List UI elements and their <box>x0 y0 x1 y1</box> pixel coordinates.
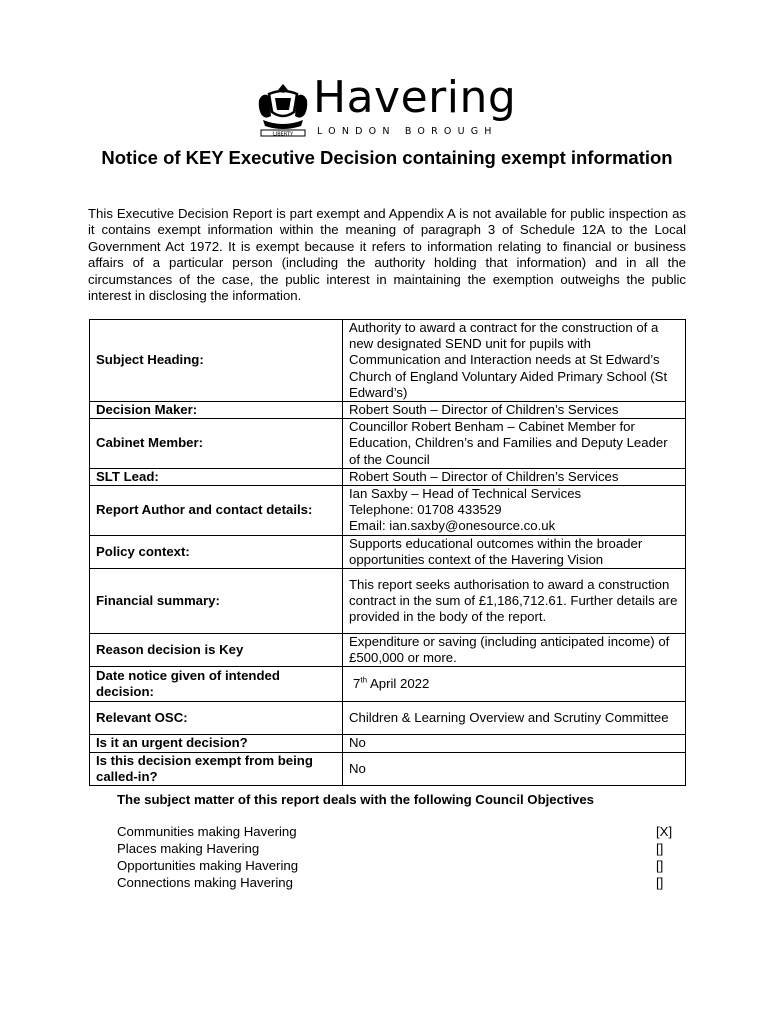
row-value: Robert South – Director of Children’s Services <box>343 402 686 419</box>
row-label: Is it an urgent decision? <box>90 735 343 752</box>
row-label: SLT Lead: <box>90 468 343 485</box>
intro-paragraph: This Executive Decision Report is part exempt and Appendix A is not available for public inspection as it contains exempt information within the meaning of paragraph 3 of Schedule 12A to the Local Government Act 1972. It is exempt because it refers to information relating to financial or business affairs of a particular person (including the authority holding that information) and in all the circumstances of the case, the public interest in maintaining the exemption outweighs the public interest in disclosing the information. <box>88 206 686 304</box>
objectives-list <box>117 824 677 892</box>
list-item <box>117 858 677 875</box>
table-row <box>90 702 686 735</box>
row-value <box>343 667 686 702</box>
row-value: Children & Learning Overview and Scrutiny Committee <box>343 702 686 735</box>
row-label: Policy context: <box>90 535 343 568</box>
row-value: Expenditure or saving (including anticipated income) of £500,000 or more. <box>343 634 686 667</box>
table-row <box>90 486 686 536</box>
objective-label: Places making Havering <box>117 841 260 856</box>
list-item <box>117 824 677 841</box>
date-rest: April 2022 <box>367 676 430 692</box>
row-value: Councillor Robert Benham – Cabinet Member for Education, Children’s and Families and Deputy Leader of the Council <box>343 419 686 469</box>
row-label: Date notice given of intended decision: <box>90 667 343 702</box>
row-label: Reason decision is Key <box>90 634 343 667</box>
author-telephone: Telephone: 01708 433529 <box>349 502 502 518</box>
table-row <box>90 634 686 667</box>
objective-checkbox: [] <box>656 858 664 873</box>
date-ordinal-suffix: th <box>360 675 368 685</box>
objective-checkbox: [] <box>656 875 664 890</box>
logo-wordmark: Havering <box>313 72 517 123</box>
table-row <box>90 468 686 485</box>
row-value: No <box>343 752 686 785</box>
date-day: 7 <box>353 676 361 692</box>
crest-motto: LIBERTY <box>272 131 294 138</box>
table-row <box>90 419 686 469</box>
row-value: Supports educational outcomes within the broader opportunities context of the Havering Vision <box>343 535 686 568</box>
row-label: Report Author and contact details: <box>90 486 343 536</box>
objective-label: Opportunities making Havering <box>117 858 299 873</box>
borough-crest-icon <box>255 80 311 138</box>
row-label: Subject Heading: <box>90 320 343 402</box>
list-item <box>117 841 677 858</box>
objective-checkbox: [X] <box>656 824 673 839</box>
havering-logo <box>255 72 535 140</box>
row-value <box>343 486 686 536</box>
row-label: Is this decision exempt from being called-in? <box>90 752 343 785</box>
row-value: This report seeks authorisation to award a construction contract in the sum of £1,186,712.61. Further details are provided in the body of the report. <box>343 569 686 634</box>
row-value: Authority to award a contract for the construction of a new designated SEND unit for pupils with Communication and Interaction needs at St Edward’s Church of England Voluntary Aided Primary School (St Edward’s) <box>343 320 686 402</box>
objective-label: Communities making Havering <box>117 824 297 839</box>
author-email[interactable]: Email: ian.saxby@onesource.co.uk <box>349 518 556 534</box>
page-title: Notice of KEY Executive Decision containing exempt information <box>101 147 673 168</box>
decision-info-table <box>89 319 686 786</box>
table-row <box>90 667 686 702</box>
row-label: Decision Maker: <box>90 402 343 419</box>
table-row <box>90 402 686 419</box>
table-row <box>90 752 686 785</box>
author-name: Ian Saxby – Head of Technical Services <box>349 486 582 502</box>
row-label: Cabinet Member: <box>90 419 343 469</box>
logo-subtitle: LONDON BOROUGH <box>317 126 498 137</box>
row-label: Relevant OSC: <box>90 702 343 735</box>
table-row <box>90 735 686 752</box>
table-row <box>90 569 686 634</box>
row-value: Robert South – Director of Children’s Services <box>343 468 686 485</box>
row-label: Financial summary: <box>90 569 343 634</box>
objective-checkbox: [] <box>656 841 664 856</box>
objective-label: Connections making Havering <box>117 875 293 890</box>
table-row <box>90 535 686 568</box>
row-value: No <box>343 735 686 752</box>
list-item <box>117 875 677 892</box>
table-row <box>90 320 686 402</box>
objectives-heading: The subject matter of this report deals with the following Council Objectives <box>117 792 595 807</box>
